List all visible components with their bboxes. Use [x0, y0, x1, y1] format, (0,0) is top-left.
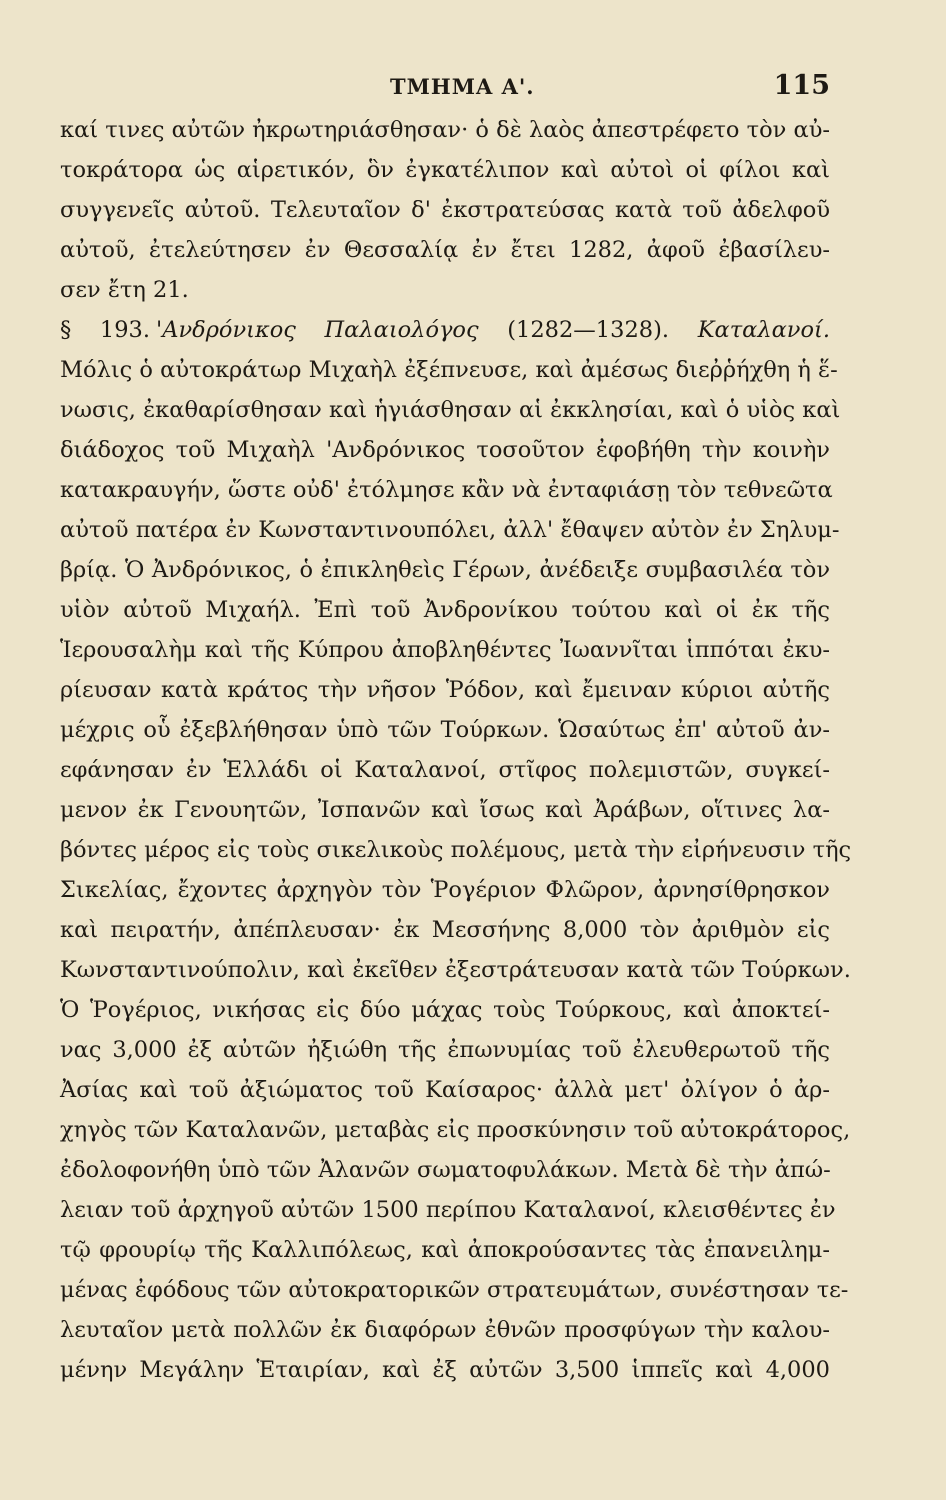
text-line: μενον ἐκ Γενουητῶν, Ἰσπανῶν καὶ ἴσως καὶ Ἀράβων, οἵτινες λα- — [60, 797, 830, 823]
text-line: Κωνσταντινούπολιν, καὶ ἐκεῖθεν ἐξεστράτευσαν κατὰ τῶν Τούρκων. — [60, 957, 851, 983]
section-number: § 193. — [60, 317, 151, 343]
body-text — [60, 110, 852, 1390]
text-line: εφάνησαν ἐν Ἑλλάδι οἱ Καταλανοί, στῖφος πολεμιστῶν, συγκεί- — [60, 757, 830, 783]
section-heading — [60, 310, 830, 350]
text-line: λειαν τοῦ ἀρχηγοῦ αὐτῶν 1500 περίπου Καταλανοί, κλεισθέντες ἐν — [60, 1197, 836, 1223]
text-line: καὶ πειρατήν, ἀπέπλευσαν· ἐκ Μεσσήνης 8,000 τὸν ἀριθμὸν εἰς — [60, 917, 830, 943]
text-line: νωσις, ἐκαθαρίσθησαν καὶ ἡγιάσθησαν αἱ ἐκκλησίαι, καὶ ὁ υἱὸς καὶ — [60, 397, 841, 423]
text-line: υἱὸν αὐτοῦ Μιχαήλ. Ἐπὶ τοῦ Ἀνδρονίκου τούτου καὶ οἱ ἐκ τῆς — [60, 597, 830, 623]
text-line: μέχρις οὗ ἐξεβλήθησαν ὑπὸ τῶν Τούρκων. Ὡσαύτως ἐπ' αὐτοῦ ἀν- — [60, 717, 830, 743]
text-line: Σικελίας, ἔχοντες ἀρχηγὸν τὸν Ῥογέριον Φλῶρον, ἀρνησίθρησκον — [60, 877, 830, 903]
text-line: μένας ἐφόδους τῶν αὐτοκρατορικῶν στρατευμάτων, συνέστησαν τε- — [60, 1277, 849, 1303]
text-line: διάδοχος τοῦ Μιχαὴλ 'Ανδρόνικος τοσοῦτον ἐφοβήθη τὴν κοινὴν — [60, 437, 830, 463]
text-line: αὐτοῦ, ἐτελεύτησεν ἐν Θεσσαλίᾳ ἐν ἔτει 1282, ἀφοῦ ἐβασίλευ- — [60, 237, 830, 263]
text-line: τῷ φρουρίῳ τῆς Καλλιπόλεως, καὶ ἀποκρούσαντες τὰς ἐπανειλημ- — [60, 1237, 830, 1263]
text-line: Ἀσίας καὶ τοῦ ἀξιώματος τοῦ Καίσαρος· ἀλλὰ μετ' ὀλίγον ὁ ἀρ- — [60, 1077, 830, 1103]
text-line: μένην Μεγάλην Ἑταιρίαν, καὶ ἐξ αὐτῶν 3,500 ἱππεῖς καὶ 4,000 — [60, 1357, 830, 1383]
text-line: καί τινες αὐτῶν ἠκρωτηριάσθησαν· ὁ δὲ λαὸς ἀπεστρέφετο τὸν αὐ- — [60, 117, 830, 143]
text-line: Ὁ Ῥογέριος, νικήσας εἰς δύο μάχας τοὺς Τούρκους, καὶ ἀποκτεί- — [60, 997, 830, 1023]
text-line: νας 3,000 ἐξ αὐτῶν ἠξιώθη τῆς ἐπωνυμίας τοῦ ἐλευθερωτοῦ τῆς — [60, 1037, 830, 1063]
text-line: χηγὸς τῶν Καταλανῶν, μεταβὰς εἰς προσκύνησιν τοῦ αὐτοκράτορος, — [60, 1117, 851, 1143]
text-line: βρίᾳ. Ὁ Ἀνδρόνικος, ὁ ἐπικληθεὶς Γέρων, ἀνέδειξε συμβασιλέα τὸν — [60, 557, 830, 583]
text-line: Ἱερουσαλὴμ καὶ τῆς Κύπρου ἀποβληθέντες Ἰωαννῖται ἱππόται ἐκυ- — [60, 637, 830, 663]
text-line: λευταῖον μετὰ πολλῶν ἐκ διαφόρων ἐθνῶν προσφύγων τὴν καλου- — [60, 1317, 830, 1343]
running-head: ΤΜΗΜΑ Α'. — [390, 74, 535, 99]
page-header — [60, 70, 830, 106]
text-line: ἐδολοφονήθη ὑπὸ τῶν Ἀλανῶν σωματοφυλάκων. Μετὰ δὲ τὴν ἀπώ- — [60, 1157, 831, 1183]
page-number: 115 — [773, 70, 830, 101]
text-line: αὐτοῦ πατέρα ἐν Κωνσταντινουπόλει, ἀλλ' ἔθαψεν αὐτὸν ἐν Σηλυμ- — [60, 517, 840, 543]
text-line: κατακραυγήν, ὥστε οὐδ' ἐτόλμησε κἂν νὰ ἐνταφιάσῃ τὸν τεθνεῶτα — [60, 477, 833, 503]
text-line: Μόλις ὁ αὐτοκράτωρ Μιχαὴλ ἐξέπνευσε, καὶ ἀμέσως διεῤῥήχθη ἡ ἕ- — [60, 357, 838, 383]
section-dates: (1282—1328). — [478, 317, 698, 343]
text-line: σεν ἔτη 21. — [60, 277, 189, 303]
section-subtitle: Καταλανοί. — [697, 317, 830, 343]
text-line: συγγενεῖς αὐτοῦ. Τελευταῖον δ' ἐκστρατεύσας κατὰ τοῦ ἀδελφοῦ — [60, 197, 830, 223]
text-line: ρίευσαν κατὰ κράτος τὴν νῆσον Ῥόδον, καὶ ἔμειναν κύριοι αὐτῆς — [60, 677, 830, 703]
section-title: 'Ανδρόνικος Παλαιολόγος — [156, 317, 479, 343]
text-line: βόντες μέρος εἰς τοὺς σικελικοὺς πολέμους, μετὰ τὴν εἰρήνευσιν τῆς — [60, 837, 852, 863]
text-line: τοκράτορα ὡς αἱρετικόν, ὃν ἐγκατέλιπον καὶ αὐτοὶ οἱ φίλοι καὶ — [60, 157, 830, 183]
